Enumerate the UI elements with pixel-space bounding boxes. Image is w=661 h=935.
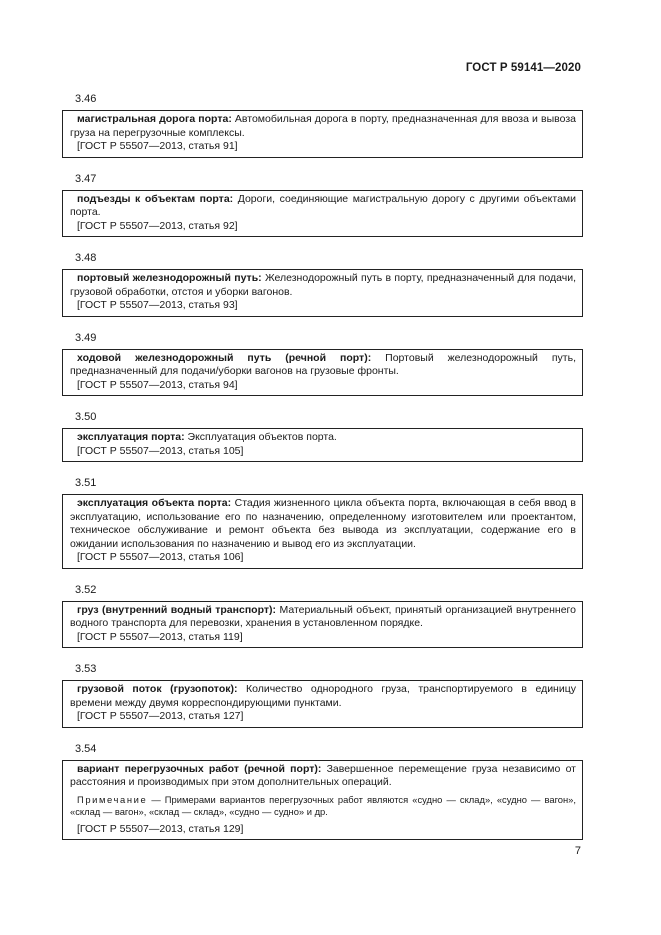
term-entries [62,92,583,854]
entry-term: эксплуатация порта: [77,431,185,443]
page-number: 7 [574,845,581,857]
term-entry [62,92,583,158]
entry-definition [70,604,576,631]
term-entry [62,662,583,728]
entry-definition [70,431,576,445]
term-entry [62,172,583,238]
entry-definition-text: Дороги, соединяющие магистральную дорогу с другими объектами порта. [70,192,576,218]
entry-box [62,494,583,569]
entry-definition [70,497,576,551]
entry-reference: [ГОСТ Р 55507—2013, статья 105] [77,444,244,457]
document-standard-header: ГОСТ Р 59141—2020 [465,62,581,74]
entry-box [62,349,583,397]
entry-definition [70,352,576,379]
entry-term: вариант перегрузочных работ (речной порт): [77,762,322,775]
note-text: — Примерами вариантов перегрузочных работ являются «судно — склад», «судно — вагон», «склад — вагон», «склад — склад», «судно — судно» и др. [70,793,576,817]
entry-note [70,794,576,819]
entry-number: 3.46 [75,93,97,105]
entry-number: 3.51 [75,477,97,489]
entry-number: 3.48 [75,252,97,264]
entry-definition-text: Материальный объект, принятый организацией внутреннего водного транспорта для перевозки, хранения в установленном порядке. [70,603,576,629]
entry-definition-text: Эксплуатация объектов порта. [184,431,337,443]
entry-reference: [ГОСТ Р 55507—2013, статья 91] [77,140,238,152]
entry-number: 3.50 [75,411,97,423]
entry-reference: [ГОСТ Р 55507—2013, статья 93] [77,299,238,311]
entry-definition [70,272,576,299]
entry-definition-text: Количество однородного груза, транспортируемого в единицу времени между двумя корреспондирующими пунктами. [70,683,576,709]
entry-definition-text: Автомобильная дорога в порту, предназначенная для ввоза и вывоза груза на перегрузочные комплексы. [70,113,576,139]
entry-term: эксплуатация объекта порта: [77,497,232,509]
term-entry [62,742,583,841]
entry-definition-text: Стадия жизненного цикла объекта порта, включающая в себя ввод в эксплуатацию, использование его по назначению, определенному изготовителем или проектантом, техническое обслуживание и ремонт объекта без вывода из эксплуатации, содержание его в ожидании использования по назначению и вывод его из эксплуатации. [70,497,576,550]
entry-box [62,601,583,649]
entry-reference: [ГОСТ Р 55507—2013, статья 106] [77,551,244,563]
entry-box [62,269,583,317]
entry-term: подъезды к объектам порта: [77,192,234,205]
entry-definition [70,113,576,140]
entry-box [62,760,583,841]
entry-term: груз (внутренний водный транспорт): [77,603,276,616]
entry-number: 3.53 [75,663,97,675]
entry-number: 3.54 [75,742,97,755]
entry-box [62,680,583,728]
entry-number: 3.52 [75,583,97,596]
entry-definition [70,683,576,710]
entry-reference: [ГОСТ Р 55507—2013, статья 92] [77,219,238,232]
term-entry [62,583,583,649]
entry-term: магистральная дорога порта: [77,113,232,125]
term-entry [62,410,583,462]
entry-definition-text: Портовый железнодорожный путь, предназначенный для подачи/уборки вагонов на грузовые фронты. [70,351,576,377]
entry-reference: [ГОСТ Р 55507—2013, статья 129] [77,822,244,835]
term-entry [62,331,583,397]
entry-definition [70,193,576,220]
entry-number: 3.47 [75,172,97,185]
note-label: Примечание [77,793,148,805]
entry-box [62,110,583,158]
term-entry [62,251,583,317]
entry-definition-text: Железнодорожный путь в порту, предназначенный для подачи, грузовой обработки, отстоя и уборки вагонов. [70,272,576,298]
entry-definition-text: Завершенное перемещение груза независимо от расстояния и производимых при этом дополнительных операций. [70,762,576,788]
entry-term: портовый железнодорожный путь: [77,272,262,284]
entry-box [62,190,583,238]
entry-definition [70,763,576,790]
entry-term: грузовой поток (грузопоток): [77,683,238,695]
entry-reference: [ГОСТ Р 55507—2013, статья 127] [77,710,244,722]
entry-box [62,428,583,462]
term-entry [62,476,583,569]
entry-number: 3.49 [75,331,97,344]
entry-reference: [ГОСТ Р 55507—2013, статья 94] [77,378,238,391]
entry-term: ходовой железнодорожный путь (речной порт): [77,351,372,364]
entry-reference: [ГОСТ Р 55507—2013, статья 119] [77,630,243,643]
